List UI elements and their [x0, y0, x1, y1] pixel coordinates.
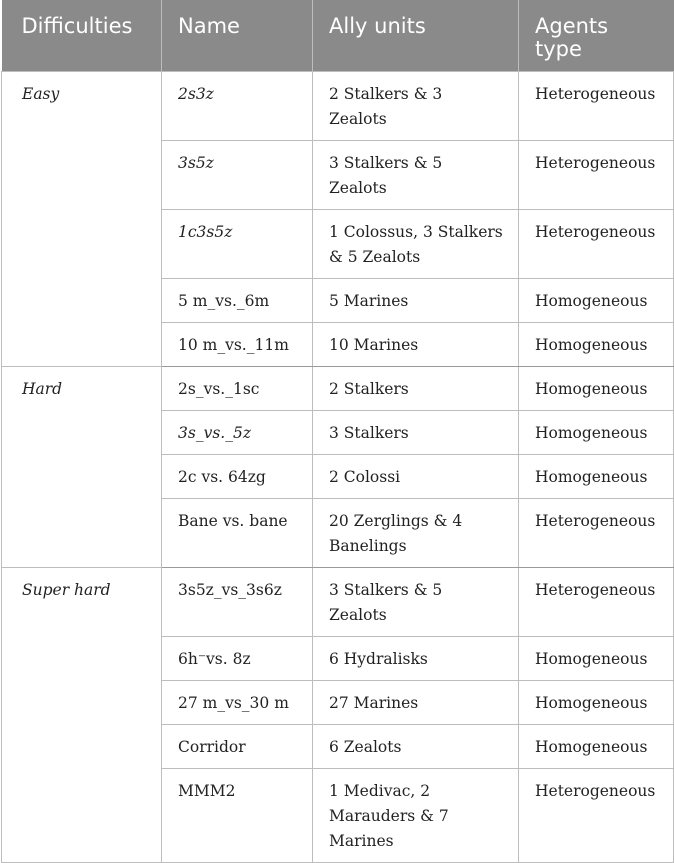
ally-units: 2 Colossi: [313, 455, 519, 499]
scenario-name: 3s5z_vs_3s6z: [162, 568, 313, 637]
scenario-name: 5 m_vs._6m: [162, 279, 313, 323]
agents-type: Homogeneous: [519, 323, 674, 367]
ally-units: 10 Marines: [313, 323, 519, 367]
scenario-name: MMM2: [162, 769, 313, 863]
scenario-name: 3s5z: [162, 141, 313, 210]
agents-type: Homogeneous: [519, 637, 674, 681]
agents-type: Homogeneous: [519, 681, 674, 725]
table-row: [2, 367, 674, 411]
ally-units: 6 Hydralisks: [313, 637, 519, 681]
header-difficulties: Difficulties: [2, 0, 162, 72]
agents-type: Homogeneous: [519, 367, 674, 411]
scenario-name: Corridor: [162, 725, 313, 769]
scenario-name: 2s_vs._1sc: [162, 367, 313, 411]
agents-type: Heterogeneous: [519, 141, 674, 210]
header-name: Name: [162, 0, 313, 72]
agents-type: Heterogeneous: [519, 210, 674, 279]
scenario-name: 6h⁻vs. 8z: [162, 637, 313, 681]
agents-type: Heterogeneous: [519, 499, 674, 568]
agents-type: Homogeneous: [519, 725, 674, 769]
difficulty-hard: Hard: [2, 367, 162, 568]
agents-type: Homogeneous: [519, 455, 674, 499]
header-ally-units: Ally units: [313, 0, 519, 72]
ally-units: 20 Zerglings & 4 Banelings: [313, 499, 519, 568]
scenario-name: 2s3z: [162, 72, 313, 141]
ally-units: 1 Colossus, 3 Stalkers & 5 Zealots: [313, 210, 519, 279]
scenario-name: 27 m_vs_30 m: [162, 681, 313, 725]
scenarios-table: [1, 0, 674, 863]
ally-units: 27 Marines: [313, 681, 519, 725]
agents-type: Heterogeneous: [519, 72, 674, 141]
ally-units: 2 Stalkers: [313, 367, 519, 411]
scenario-name: 3s_vs._5z: [162, 411, 313, 455]
ally-units: 2 Stalkers & 3 Zealots: [313, 72, 519, 141]
header-agents-type: Agents type: [519, 0, 674, 72]
ally-units: 3 Stalkers & 5 Zealots: [313, 141, 519, 210]
scenario-name: 1c3s5z: [162, 210, 313, 279]
ally-units: 5 Marines: [313, 279, 519, 323]
agents-type: Homogeneous: [519, 279, 674, 323]
agents-type: Heterogeneous: [519, 568, 674, 637]
ally-units: 3 Stalkers: [313, 411, 519, 455]
table-row: [2, 568, 674, 637]
ally-units: 1 Medivac, 2 Marauders & 7 Marines: [313, 769, 519, 863]
header-row: [2, 0, 674, 72]
ally-units: 6 Zealots: [313, 725, 519, 769]
ally-units: 3 Stalkers & 5 Zealots: [313, 568, 519, 637]
table-row: [2, 72, 674, 141]
scenario-name: Bane vs. bane: [162, 499, 313, 568]
difficulty-easy: Easy: [2, 72, 162, 367]
scenario-name: 2c vs. 64zg: [162, 455, 313, 499]
difficulty-super-hard: Super hard: [2, 568, 162, 863]
scenario-name: 10 m_vs._11m: [162, 323, 313, 367]
agents-type: Homogeneous: [519, 411, 674, 455]
agents-type: Heterogeneous: [519, 769, 674, 863]
